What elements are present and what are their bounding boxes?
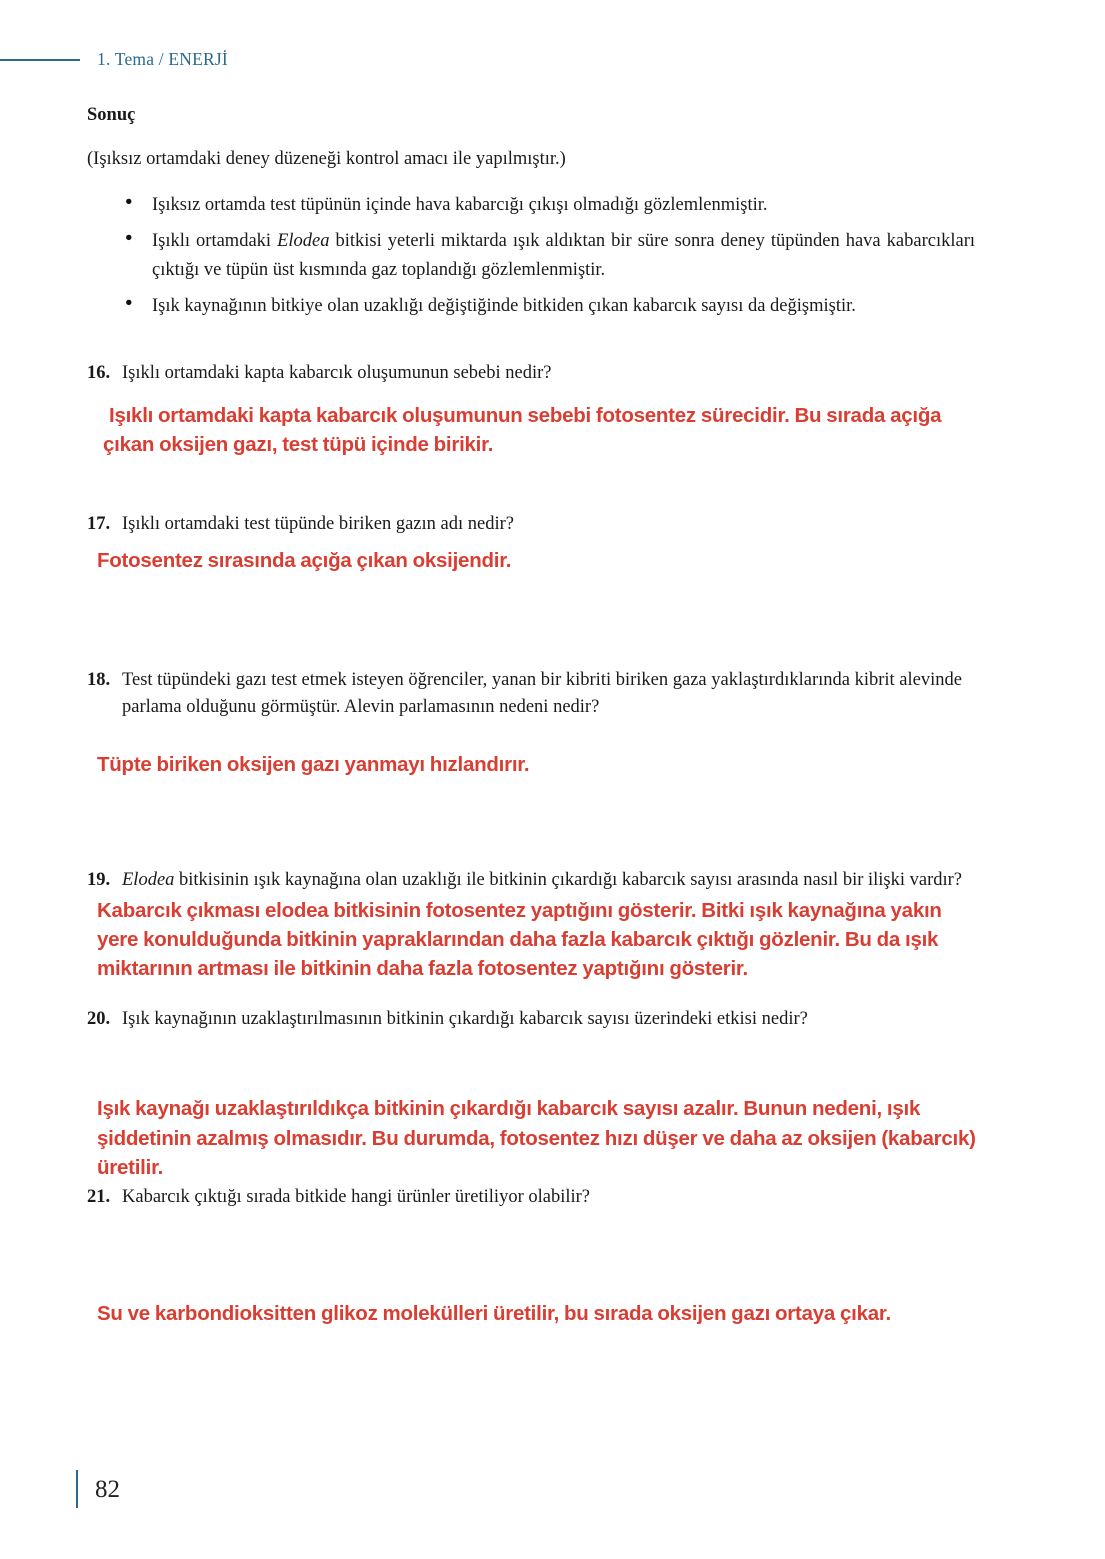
- list-item: [87, 191, 977, 219]
- question-text: Işıklı ortamdaki test tüpünde biriken gazın adı nedir?: [122, 513, 514, 534]
- question-21: [87, 1184, 977, 1211]
- question-text: Elodea bitkisinin ışık kaynağına olan uzaklığı ile bitkinin çıkardığı kabarcık sayısı arasında nasıl bir ilişki vardır?: [122, 870, 963, 891]
- list-item-text: Işıklı ortamdaki Elodea bitkisi yeterli miktarda ışık aldıktan bir süre sonra deney tüpünden hava kabarcıkları çıktığı ve tüpün üst kısmında gaz toplandığı gözlemlenmiştir.: [152, 231, 975, 280]
- observation-list: [87, 191, 977, 319]
- question-text: Kabarcık çıktığı sırada bitkide hangi ürünler üretiliyor olabilir?: [122, 1186, 591, 1207]
- question-text: Işıklı ortamdaki kapta kabarcık oluşumunun sebebi nedir?: [122, 362, 552, 383]
- question-number: 19.: [87, 870, 111, 891]
- question-text: Işık kaynağının uzaklaştırılmasının bitkinin çıkardığı kabarcık sayısı üzerindeki etkisi nedir?: [122, 1008, 808, 1029]
- answer-21: Su ve karbondioksitten glikoz molekülleri üretilir, bu sırada oksijen gazı ortaya çıkar.: [97, 1301, 891, 1325]
- footer-rule: [76, 1470, 78, 1508]
- list-item-text: Işık kaynağının bitkiye olan uzaklığı değiştiğinde bitkiden çıkan kabarcık sayısı da değişmiştir.: [152, 295, 856, 316]
- question-18: [87, 667, 977, 721]
- page-footer: [76, 1468, 120, 1510]
- list-item: [87, 227, 977, 283]
- answer-18: Tüpte biriken oksijen gazı yanmayı hızlandırır.: [97, 753, 530, 777]
- question-number: 16.: [87, 362, 111, 383]
- question-number: 17.: [87, 513, 111, 534]
- question-20: [87, 1006, 977, 1033]
- content-column: [87, 104, 977, 1328]
- list-item-text: Işıksız ortamda test tüpünün içinde hava kabarcığı çıkışı olmadığı gözlemlenmiştir.: [152, 195, 768, 216]
- question-number: 18.: [87, 669, 111, 690]
- page-number: 82: [95, 1475, 120, 1503]
- list-item: [87, 292, 977, 320]
- answer-17: Fotosentez sırasında açığa çıkan oksijendir.: [97, 548, 512, 572]
- section-intro: (Işıksız ortamdaki deney düzeneği kontrol amacı ile yapılmıştır.): [87, 149, 566, 170]
- question-text: Test tüpündeki gazı test etmek isteyen öğrenciler, yanan bir kibriti biriken gaza yaklaştırdıklarında kibrit alevinde parlama olduğunu görmüştür. Alevin parlamasının nedeni nedir?: [122, 669, 962, 717]
- question-19: [87, 867, 977, 894]
- running-header: [0, 44, 1005, 74]
- header-rule: [0, 59, 80, 61]
- header-title: 1. Tema / ENERJİ: [97, 48, 228, 69]
- section-heading: Sonuç: [87, 105, 136, 125]
- question-number: 20.: [87, 1008, 111, 1029]
- question-number: 21.: [87, 1186, 111, 1207]
- answer-19: Kabarcık çıkması elodea bitkisinin fotosentez yaptığını gösterir. Bitki ışık kaynağına yakın yere konulduğunda bitkinin yapraklarından daha fazla kabarcık çıktığı gözlenir. Bu da ışık miktarının artması ile bitkinin daha fazla fotosentez yaptığını gösterir.: [97, 899, 942, 981]
- answer-20: Işık kaynağı uzaklaştırıldıkça bitkinin çıkardığı kabarcık sayısı azalır. Bunun nedeni, ışık şiddetinin azalmış olmasıdır. Bu durumda, fotosentez hızı düşer ve daha az oksijen (kabarcık) üretilir.: [97, 1097, 976, 1179]
- answer-16: Işıklı ortamdaki kapta kabarcık oluşumunun sebebi fotosentez sürecidir. Bu sırada açığa çıkan oksijen gazı, test tüpü içinde birikir.: [103, 403, 942, 456]
- question-17: [87, 511, 977, 538]
- question-16: [87, 360, 977, 387]
